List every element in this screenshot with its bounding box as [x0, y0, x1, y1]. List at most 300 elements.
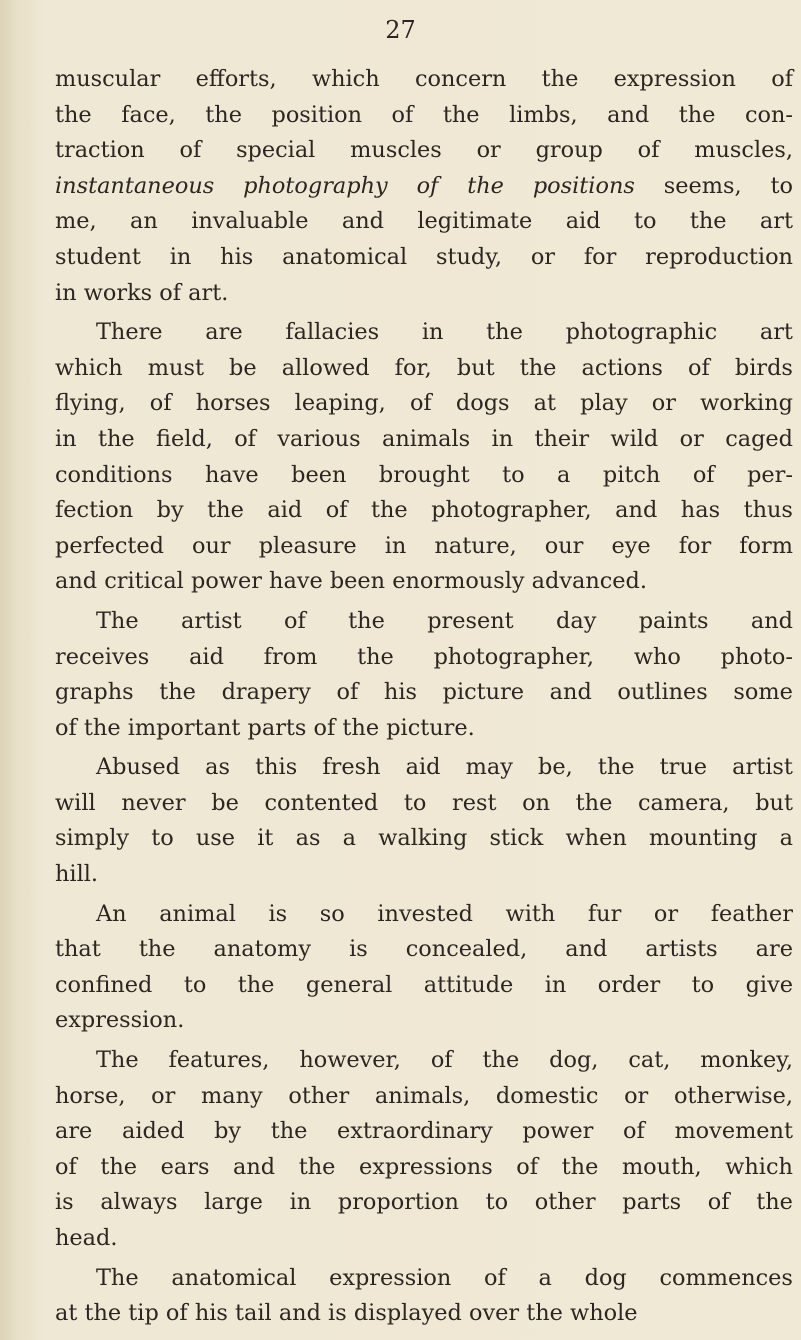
word: at — [55, 1300, 78, 1327]
word: or — [151, 1082, 176, 1109]
word: expressions — [359, 1153, 493, 1180]
word: on — [522, 789, 551, 816]
word: important — [127, 714, 241, 741]
text-line — [55, 1079, 793, 1115]
word: advanced. — [531, 568, 647, 595]
word: but — [456, 354, 495, 381]
word: in — [169, 243, 192, 270]
word: various — [277, 425, 361, 452]
text-line — [55, 351, 793, 387]
word: mouth, — [621, 1153, 702, 1180]
word: leaping, — [294, 390, 386, 417]
word: The — [96, 607, 139, 634]
text-line — [55, 315, 793, 351]
text-line — [55, 1221, 793, 1257]
word: have — [204, 461, 259, 488]
word: to — [633, 208, 657, 235]
word: in — [544, 971, 567, 998]
word: or — [530, 243, 556, 270]
word: the — [678, 101, 716, 128]
word: his — [383, 679, 417, 706]
word: per- — [747, 461, 793, 488]
word: dogs — [455, 390, 510, 417]
word: this — [255, 754, 298, 781]
text-line — [55, 529, 793, 565]
word: contented — [264, 789, 379, 816]
paragraph — [55, 315, 793, 600]
word: the — [357, 643, 394, 670]
word: the — [348, 607, 385, 634]
word: his — [194, 1300, 228, 1327]
word: of — [707, 1189, 730, 1216]
word: their — [534, 425, 590, 452]
word: aid — [405, 754, 441, 781]
word: from — [263, 643, 318, 670]
word: position — [271, 101, 363, 128]
word: feather — [710, 900, 793, 927]
text-line — [55, 1114, 793, 1150]
word: who — [633, 643, 681, 670]
paragraph — [55, 750, 793, 892]
word: horses — [195, 390, 271, 417]
word: are — [205, 319, 243, 346]
word: to — [770, 172, 793, 199]
text-line — [55, 386, 793, 422]
text-line — [55, 204, 793, 240]
word: animals — [381, 425, 471, 452]
word: features, — [168, 1047, 270, 1074]
word: to — [502, 461, 525, 488]
word: graphs — [55, 679, 134, 706]
word: outlines — [617, 679, 708, 706]
word: to — [403, 789, 427, 816]
word: by — [214, 1118, 242, 1145]
word: fur — [587, 900, 622, 927]
word: of — [313, 714, 336, 741]
word: enormously — [392, 568, 525, 595]
word: is — [328, 1300, 347, 1327]
word: of — [55, 1153, 77, 1180]
word: and — [341, 208, 384, 235]
word: of — [159, 279, 182, 306]
word: and — [278, 1300, 321, 1327]
word: confined — [55, 971, 153, 998]
word: or — [679, 425, 704, 452]
word: caged — [725, 425, 793, 452]
word: play — [580, 390, 628, 417]
word: the — [486, 319, 523, 346]
word: to — [151, 825, 174, 852]
word: seems, — [663, 172, 742, 199]
word: birds — [734, 354, 793, 381]
word: always — [100, 1189, 178, 1216]
text-line — [55, 1261, 793, 1297]
word: as — [205, 754, 230, 781]
word: artists — [645, 936, 718, 963]
word: and — [233, 1153, 276, 1180]
word: pitch — [602, 461, 661, 488]
word: and — [615, 497, 658, 524]
word: a — [557, 461, 571, 488]
word: over — [469, 1300, 520, 1327]
word: and — [750, 607, 793, 634]
word: perfected — [55, 532, 164, 559]
word: study, — [435, 243, 502, 270]
word: of — [637, 137, 660, 164]
word: parts — [622, 1189, 682, 1216]
word: animal — [159, 900, 236, 927]
word: whole — [570, 1300, 638, 1327]
word: tip — [128, 1300, 159, 1327]
word: photographer, — [431, 497, 592, 524]
word: stick — [489, 825, 544, 852]
word: however, — [299, 1047, 401, 1074]
word: be — [211, 789, 239, 816]
word: of — [771, 66, 793, 92]
word: wild — [610, 425, 659, 452]
word: Abused — [96, 754, 180, 781]
text-line — [55, 98, 793, 134]
word: it — [257, 825, 274, 852]
word: the — [270, 1118, 308, 1145]
word: anatomy — [213, 936, 312, 963]
word: is — [55, 1189, 74, 1216]
word: the — [442, 101, 480, 128]
word: the — [575, 789, 613, 816]
body-text — [55, 62, 793, 1332]
word: anatomical — [282, 243, 408, 270]
word: aid — [189, 643, 224, 670]
word: of — [234, 425, 256, 452]
word: so — [319, 900, 345, 927]
word: The — [96, 1047, 139, 1074]
word: will — [55, 789, 96, 816]
word: have — [269, 568, 323, 595]
text-line — [55, 604, 793, 640]
word: aid — [565, 208, 601, 235]
word: aided — [121, 1118, 185, 1145]
word: extraordinary — [337, 1118, 493, 1145]
text-line — [55, 564, 793, 600]
word: con- — [744, 101, 793, 128]
word: limbs, — [509, 101, 578, 128]
word: ears — [160, 1153, 210, 1180]
word: of — [688, 354, 710, 381]
word: displayed — [353, 1300, 462, 1327]
word: with — [505, 900, 556, 927]
word: special — [236, 137, 316, 164]
word: student — [55, 243, 141, 270]
text-line — [55, 1043, 793, 1079]
word: rest — [452, 789, 497, 816]
word: dog — [584, 1264, 627, 1291]
text-line — [55, 1296, 793, 1332]
word: the — [541, 66, 579, 92]
word: been — [329, 568, 386, 595]
word: photographic — [565, 319, 718, 346]
word: hill. — [55, 861, 99, 888]
word: the — [237, 971, 275, 998]
word: the — [342, 714, 380, 741]
word: positions — [532, 172, 635, 199]
word: receives — [55, 643, 150, 670]
word: muscles — [350, 137, 442, 164]
word: but — [755, 789, 793, 816]
word: in — [55, 425, 77, 452]
word: or — [653, 900, 679, 927]
text-line — [55, 786, 793, 822]
word: picture — [442, 679, 525, 706]
word: never — [121, 789, 186, 816]
text-line — [55, 640, 793, 676]
paragraph — [55, 604, 793, 746]
text-line — [55, 968, 793, 1004]
word: the — [83, 714, 121, 741]
word: of — [484, 1264, 506, 1291]
word: traction — [55, 137, 145, 164]
word: the — [97, 425, 135, 452]
word: the — [482, 1047, 520, 1074]
word: the — [689, 208, 727, 235]
word: is — [349, 936, 368, 963]
word: give — [745, 971, 793, 998]
paragraph — [55, 1261, 793, 1332]
word: many — [201, 1082, 263, 1109]
word: brought — [378, 461, 470, 488]
word: of — [179, 137, 202, 164]
word: of — [623, 1118, 645, 1145]
word: photography — [243, 172, 388, 199]
word: efforts, — [195, 66, 277, 92]
text-line — [55, 1150, 793, 1186]
word: fallacies — [285, 319, 380, 346]
word: The — [96, 1264, 139, 1291]
word: in — [384, 532, 407, 559]
word: concealed, — [405, 936, 528, 963]
word: been — [291, 461, 347, 488]
word: head. — [55, 1225, 118, 1251]
word: artist — [732, 754, 793, 781]
word: the — [100, 1153, 138, 1180]
word: tail — [235, 1300, 272, 1327]
word: must — [147, 354, 204, 381]
word: and — [55, 568, 98, 595]
text-line — [55, 821, 793, 857]
word: form — [739, 532, 793, 559]
word: the — [597, 754, 635, 781]
word: to — [183, 971, 207, 998]
word: which — [55, 354, 123, 381]
word: a — [538, 1264, 552, 1291]
word: in — [55, 279, 77, 306]
word: cat, — [628, 1047, 671, 1074]
word: of — [165, 1300, 188, 1327]
text-line — [55, 897, 793, 933]
word: the — [519, 354, 557, 381]
word: flying, — [55, 390, 126, 417]
word: group — [535, 137, 603, 164]
word: of — [55, 714, 77, 741]
word: nature, — [434, 532, 517, 559]
word: may — [465, 754, 513, 781]
word: dog, — [549, 1047, 599, 1074]
word: movement — [674, 1118, 793, 1145]
text-line — [55, 932, 793, 968]
word: the — [371, 497, 408, 524]
word: picture. — [386, 714, 475, 741]
word: by — [156, 497, 184, 524]
word: invested — [377, 900, 473, 927]
word: the — [138, 936, 176, 963]
paragraph — [55, 897, 793, 1039]
word: working — [700, 390, 793, 417]
word: critical — [104, 568, 184, 595]
word: expression. — [55, 1007, 185, 1034]
word: field, — [156, 425, 213, 452]
word: instantaneous — [55, 172, 215, 199]
word: of — [409, 390, 432, 417]
word: be — [229, 354, 257, 381]
word: me, — [55, 208, 97, 235]
word: face, — [121, 101, 176, 128]
word: art. — [188, 279, 229, 306]
word: the — [526, 1300, 563, 1327]
word: the — [159, 679, 196, 706]
text-line — [55, 1185, 793, 1221]
word: proportion — [337, 1189, 459, 1216]
word: concern — [414, 66, 507, 92]
word: of — [416, 172, 439, 199]
text-line — [55, 169, 793, 205]
paragraph — [55, 1043, 793, 1257]
word: to — [691, 971, 715, 998]
word: the — [84, 1300, 122, 1327]
word: photo- — [720, 643, 793, 670]
word: pleasure — [258, 532, 357, 559]
word: eye — [611, 532, 651, 559]
text-line — [55, 750, 793, 786]
word: of — [149, 390, 172, 417]
word: our — [192, 532, 231, 559]
text-line — [55, 493, 793, 529]
word: the — [205, 101, 242, 128]
word: legitimate — [417, 208, 533, 235]
word: of — [430, 1047, 453, 1074]
word: has — [680, 497, 721, 524]
word: other — [534, 1189, 596, 1216]
word: the — [298, 1153, 336, 1180]
word: true — [659, 754, 708, 781]
word: our — [544, 532, 584, 559]
word: for — [678, 532, 712, 559]
word: simply — [55, 825, 130, 852]
word: attitude — [423, 971, 514, 998]
text-line — [55, 1003, 793, 1039]
word: muscular — [55, 66, 161, 92]
word: muscles, — [694, 137, 793, 164]
text-line — [55, 711, 793, 747]
word: in — [491, 425, 514, 452]
word: parts — [247, 714, 307, 741]
word: the — [467, 172, 504, 199]
text-line — [55, 240, 793, 276]
word: horse, — [55, 1082, 126, 1109]
word: fection — [55, 497, 134, 524]
word: of — [516, 1153, 539, 1180]
word: drapery — [221, 679, 311, 706]
word: power — [522, 1118, 594, 1145]
word: is — [268, 900, 288, 927]
word: at — [533, 390, 557, 417]
word: of — [325, 497, 348, 524]
word: for — [583, 243, 617, 270]
word: the — [207, 497, 244, 524]
word: conditions — [55, 461, 173, 488]
word: allowed — [281, 354, 370, 381]
word: for, — [394, 354, 432, 381]
text-line — [55, 857, 793, 893]
text-line — [55, 62, 793, 98]
word: which — [725, 1153, 793, 1180]
word: and — [565, 936, 608, 963]
word: the — [561, 1153, 599, 1180]
text-line — [55, 458, 793, 494]
word: an — [130, 208, 158, 235]
word: photographer, — [433, 643, 595, 670]
word: otherwise, — [673, 1082, 793, 1109]
word: reproduction — [645, 243, 793, 270]
word: some — [733, 679, 793, 706]
paragraph — [55, 62, 793, 311]
word: mounting — [648, 825, 758, 852]
word: as — [295, 825, 321, 852]
word: a — [779, 825, 793, 852]
word: of — [284, 607, 306, 634]
word: in — [289, 1189, 312, 1216]
word: art — [759, 208, 793, 235]
word: of — [391, 101, 414, 128]
word: aid — [267, 497, 303, 524]
word: camera, — [638, 789, 730, 816]
word: his — [220, 243, 254, 270]
word: or — [651, 390, 676, 417]
word: actions — [581, 354, 663, 381]
word: art — [759, 319, 793, 346]
word: other — [288, 1082, 350, 1109]
word: anatomical — [171, 1264, 297, 1291]
word: paints — [638, 607, 709, 634]
word: animals, — [374, 1082, 471, 1109]
word: or — [624, 1082, 649, 1109]
word: to — [485, 1189, 509, 1216]
word: domestic — [495, 1082, 599, 1109]
word: a — [342, 825, 356, 852]
word: of — [692, 461, 715, 488]
word: works — [83, 279, 153, 306]
word: or — [476, 137, 501, 164]
word: the — [756, 1189, 793, 1216]
word: expression — [329, 1264, 452, 1291]
word: expression — [613, 66, 736, 92]
word: are — [755, 936, 793, 963]
word: commences — [659, 1264, 793, 1291]
page-number: 27 — [385, 16, 416, 44]
text-line — [55, 675, 793, 711]
word: There — [96, 319, 163, 346]
word: An — [96, 900, 127, 927]
word: large — [204, 1189, 263, 1216]
word: are — [55, 1118, 93, 1145]
